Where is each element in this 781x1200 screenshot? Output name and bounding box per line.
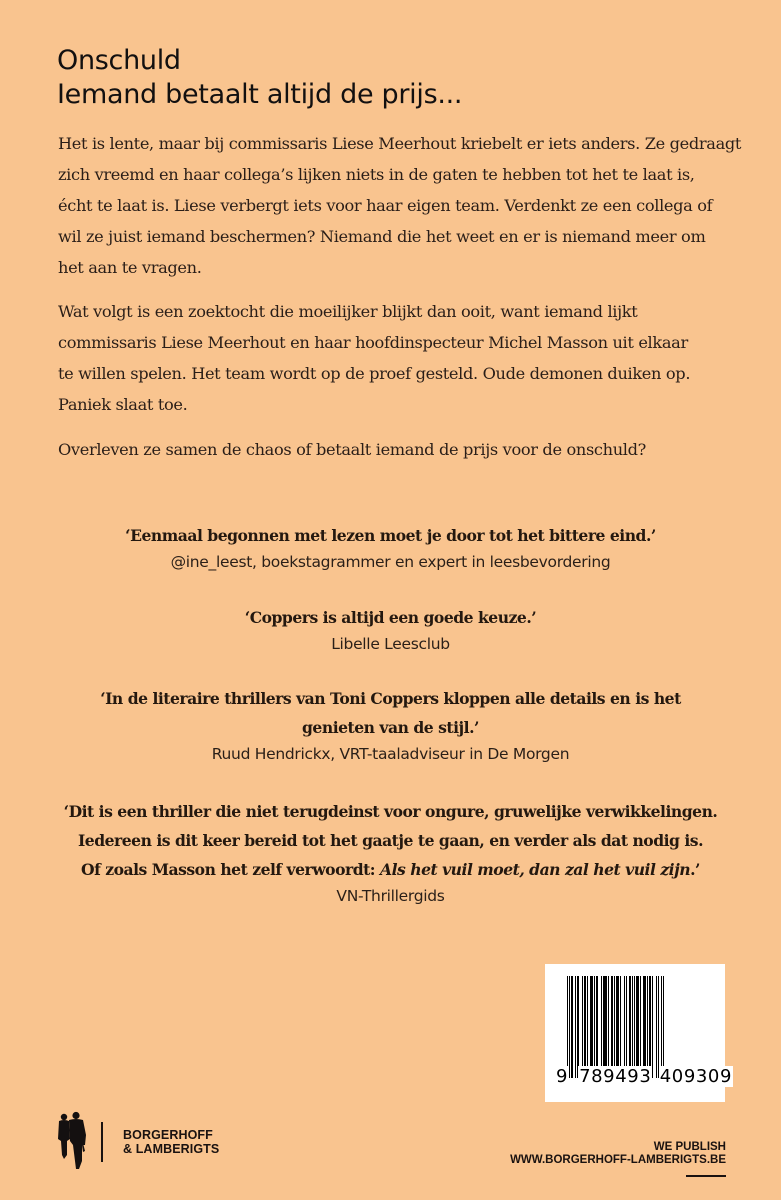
review-quote-3 [0, 684, 781, 766]
isbn-number [555, 1066, 733, 1087]
quote-attribution: Libelle Leesclub [331, 635, 450, 653]
publisher-logo [55, 1112, 219, 1172]
title-block [57, 44, 462, 112]
blurb-line: het aan te vragen. [58, 258, 202, 277]
quote-text: Iedereen is dit keer bereid tot het gaatje te gaan, en verder als dat nodig is. [77, 831, 704, 850]
publisher-name-line-1: BORGERHOFF [123, 1128, 213, 1142]
publisher-name [123, 1128, 219, 1156]
review-quote-4 [0, 797, 781, 908]
quote-text: genieten van de stijl.’ [302, 718, 479, 737]
blurb-paragraph-3 [58, 434, 748, 465]
blurb-line: Paniek slaat toe. [58, 395, 188, 414]
quote-attribution: VN-Thrillergids [336, 887, 445, 905]
publisher-name-line-2: & LAMBERIGTS [123, 1142, 220, 1156]
quote-text: ‘In de literaire thrillers van Toni Coppers kloppen alle details en is het [100, 689, 681, 708]
quote-text-prefix: Of zoals Masson het zelf verwoordt: [81, 860, 380, 879]
blurb-line: wil ze juist iemand beschermen? Niemand die het weet en er is niemand meer om [58, 227, 706, 246]
isbn-first-digit: 9 [556, 1066, 569, 1087]
quote-text-suffix: .’ [690, 860, 700, 879]
two-walking-men-silhouette-icon [55, 1111, 89, 1173]
blurb-line: écht te laat is. Liese verbergt iets voor haar eigen team. Verdenkt ze een collega of [58, 196, 713, 215]
publisher-slogan: WE PUBLISH [653, 1141, 726, 1153]
quote-attribution: @ine_leest, boekstagrammer en expert in leesbevordering [170, 553, 611, 571]
blurb-paragraph-1 [58, 128, 748, 283]
book-title: Onschuld [57, 45, 181, 76]
review-quote-2 [0, 603, 781, 656]
blurb-line: Wat volgt is een zoektocht die moeilijker blijkt dan ooit, want iemand lijkt [58, 302, 638, 321]
quote-text-italic: Als het vuil moet, dan zal het vuil zijn [380, 860, 691, 879]
quote-text-last [0, 855, 781, 884]
review-quote-1 [0, 521, 781, 574]
blurb-paragraph-2 [58, 296, 748, 420]
isbn-group-1: 789493 [579, 1066, 652, 1087]
blurb-line: Het is lente, maar bij commissaris Liese Meerhout kriebelt er iets anders. Ze gedraagt [58, 134, 742, 153]
isbn-group-2: 409309 [659, 1066, 733, 1087]
decorative-rule [686, 1175, 726, 1177]
quote-text: ‘Eenmaal begonnen met lezen moet je door tot het bittere eind.’ [125, 526, 656, 545]
blurb-line: te willen spelen. Het team wordt op de proef gesteld. Oude demonen duiken op. [58, 364, 691, 383]
quote-text: ‘Dit is een thriller die niet terugdeinst voor ongure, gruwelijke verwikkelingen. [63, 802, 718, 821]
blurb-line: Overleven ze samen de chaos of betaalt iemand de prijs voor de onschuld? [58, 440, 646, 459]
blurb-line: zich vreemd en haar collega’s lijken niets in de gaten te hebben tot het te laat is, [58, 165, 695, 184]
publisher-website: WWW.BORGERHOFF-LAMBERIGTS.BE [510, 1154, 726, 1166]
publisher-slogan-block [510, 1141, 726, 1167]
logo-divider [101, 1122, 103, 1162]
barcode-bars [567, 976, 707, 1078]
blurb-line: commissaris Liese Meerhout en haar hoofdinspecteur Michel Masson uit elkaar [58, 333, 688, 352]
quote-text: ‘Coppers is altijd een goede keuze.’ [244, 608, 537, 627]
book-tagline: Iemand betaalt altijd de prijs... [57, 79, 463, 110]
isbn-barcode [545, 964, 733, 1102]
quote-attribution: Ruud Hendrickx, VRT-taaladviseur in De Morgen [211, 745, 570, 763]
